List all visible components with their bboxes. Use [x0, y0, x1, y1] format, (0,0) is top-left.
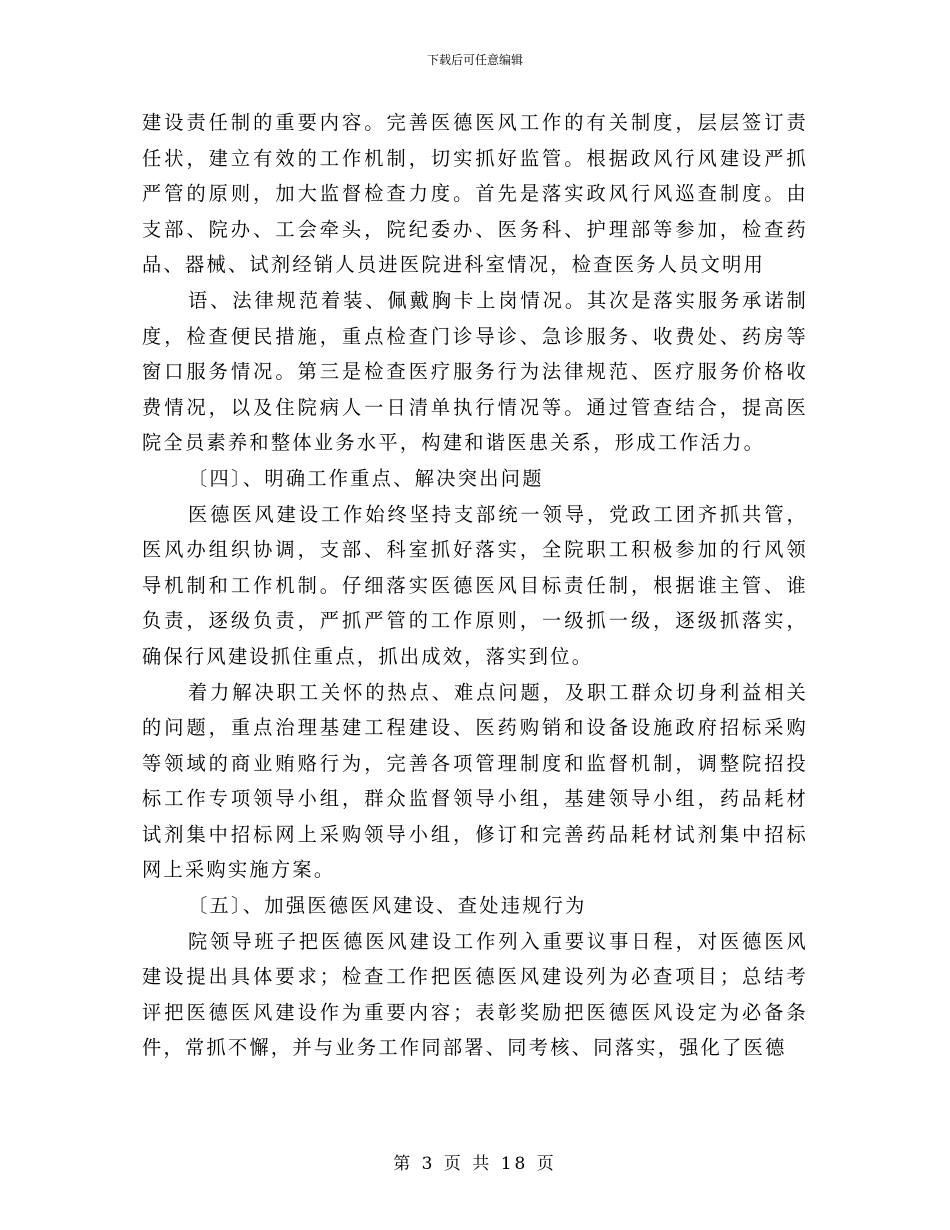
paragraph-2: 语、法律规范着装、佩戴胸卡上岗情况。其次是落实服务承诺制度，检查便民措施，重点检查门诊导诊、急诊服务、收费处、药房等窗口服务情况。第三是检查医疗服务行为法律规范、医疗服务价格收费情况，以及住院病人一日清单执行情况等。通过管查结合，提高医院全员素养和整体业务水平，构建和谐医患关系，形成工作活力。: [142, 288, 808, 455]
section-heading-5: 〔五〕、加强医德医风建设、查处违规行为: [188, 894, 587, 918]
section-heading-4: 〔四〕、明确工作重点、解决突出问题: [188, 466, 544, 490]
paragraph-4: 着力解决职工关怀的热点、难点问题，及职工群众切身利益相关的问题，重点治理基建工程建设、医药购销和设备设施政府招标采购等领域的商业贿赂行为，完善各项管理制度和监督机制，调整院招投标工作专项领导小组，群众监督领导小组，基建领导小组，药品耗材试剂集中招标网上采购领导小组，修订和完善药品耗材试剂集中招标网上采购实施方案。: [142, 680, 808, 882]
page-number: 第 3 页 共 18 页: [393, 1154, 557, 1174]
paragraph-3: 医德医风建设工作始终坚持支部统一领导，党政工团齐抓共管，医风办组织协调，支部、科室抓好落实，全院职工积极参加的行风领导机制和工作机制。仔细落实医德医风目标责任制，根据谁主管、谁负责，逐级负责，严抓严管的工作原则，一级抓一级，逐级抓落实，确保行风建设抓住重点，抓出成效，落实到位。: [142, 502, 808, 668]
document-body: [142, 105, 808, 1066]
paragraph-5: 院领导班子把医德医风建设工作列入重要议事日程，对医德医风建设提出具体要求；检查工作把医德医风建设列为必查项目；总结考评把医德医风建设作为重要内容；表彰奖励把医德医风设定为必备条件，常抓不懈，并与业务工作同部署、同考核、同落实，强化了医德: [142, 929, 808, 1060]
page-header: 下载后可任意编辑: [426, 53, 523, 67]
paragraph-1: 建设责任制的重要内容。完善医德医风工作的有关制度，层层签订责任状，建立有效的工作机制，切实抓好监管。根据政风行风建设严抓严管的原则，加大监督检查力度。首先是落实政风行风巡查制度。由支部、院办、工会牵头，院纪委办、医务科、护理部等参加，检查药品、器械、试剂经销人员进医院进科室情况，检查医务人员文明用: [142, 111, 808, 277]
